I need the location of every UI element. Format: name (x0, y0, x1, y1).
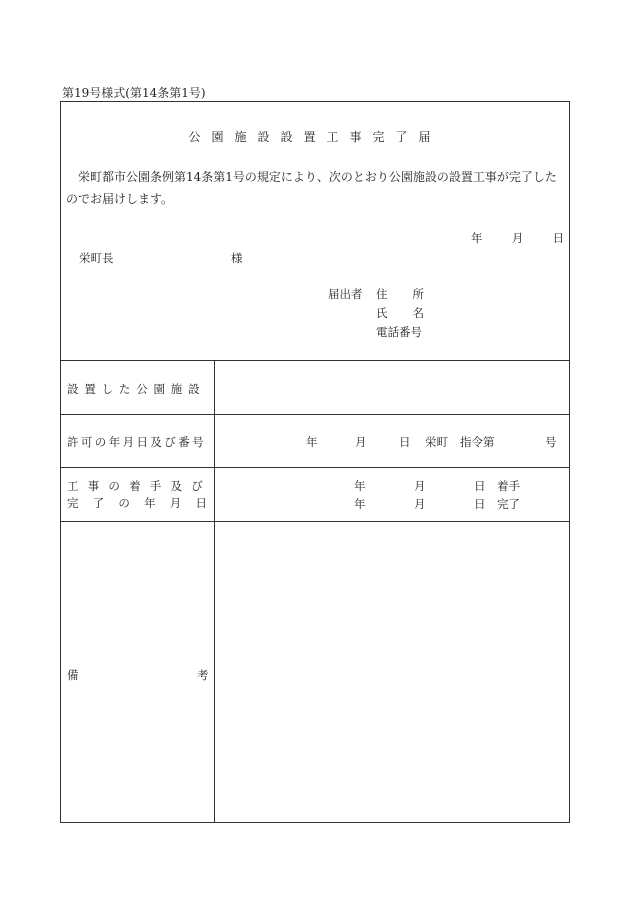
start-year[interactable]: 年 (354, 479, 366, 493)
divider (61, 521, 569, 522)
divider (61, 467, 569, 468)
permit-year[interactable]: 年 (306, 435, 318, 449)
submission-date[interactable] (471, 230, 564, 246)
form-frame (60, 101, 570, 823)
remarks-label-right: 考 (197, 668, 209, 682)
declaration-text (66, 166, 566, 210)
phone-field[interactable] (376, 324, 422, 340)
column-divider (214, 360, 215, 822)
honorific: 様 (231, 251, 243, 265)
name-label: 氏 (376, 306, 388, 320)
start-tag: 着手 (497, 479, 520, 493)
permit-label: 許可の年月日及び番号 (67, 435, 206, 449)
end-day[interactable]: 日 (474, 497, 486, 511)
declaration-body: 栄町都市公園条例第14条第1号の規定により、次のとおり公園施設の設置工事が完了したのでお届けします。 (66, 170, 557, 206)
facility-input[interactable] (219, 366, 565, 410)
end-month[interactable]: 月 (414, 497, 426, 511)
divider (61, 414, 569, 415)
name-label-2: 名 (412, 306, 424, 320)
date-day: 日 (552, 231, 565, 245)
construction-label-line2: 完 了 の 年 月 日 (67, 496, 207, 510)
remarks-input[interactable] (219, 527, 565, 817)
address-field[interactable] (376, 286, 424, 302)
permit-designation: 指令第 (460, 435, 495, 449)
address-label: 住 (376, 287, 388, 301)
form-title: 公園施設設置工事完了届 (188, 130, 442, 144)
date-month: 月 (511, 231, 524, 245)
facility-label: 設置した公園施設 (67, 382, 206, 396)
permit-day[interactable]: 日 (399, 435, 411, 449)
start-day[interactable]: 日 (474, 479, 486, 493)
divider (61, 360, 569, 361)
notifier-label: 届出者 (328, 287, 363, 301)
permit-month[interactable]: 月 (355, 435, 367, 449)
start-month[interactable]: 月 (414, 479, 426, 493)
remarks-label-left: 備 (67, 668, 79, 682)
end-year[interactable]: 年 (354, 497, 366, 511)
date-year: 年 (471, 231, 483, 245)
name-field[interactable] (376, 305, 424, 321)
phone-label: 電話番号 (376, 325, 422, 339)
end-tag: 完了 (497, 497, 520, 511)
recipient: 栄町長 (79, 251, 114, 265)
address-label-2: 所 (412, 287, 424, 301)
construction-label-line1: 工事の着手及び (67, 479, 212, 493)
permit-prefix: 栄町 (425, 435, 448, 449)
form-number: 第19号様式(第14条第1号) (62, 86, 206, 100)
permit-number[interactable]: 号 (545, 435, 557, 449)
